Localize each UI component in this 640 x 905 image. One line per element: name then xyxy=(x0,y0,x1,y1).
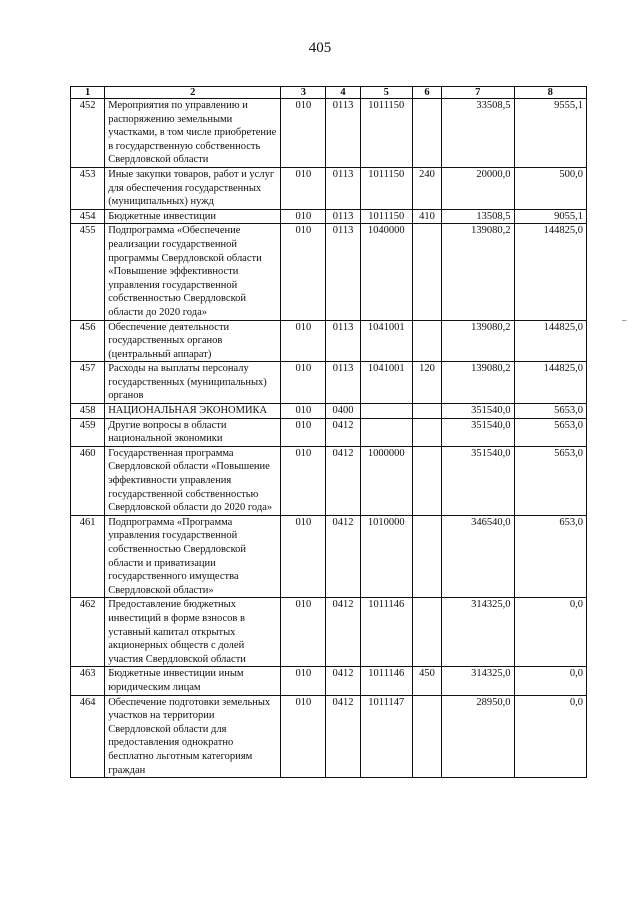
row-name: Подпрограмма «Обеспечение реализации государственной программы Свердловской области «Повышение эффективности управления государственной собственностью Свердловской области до 2020 года» xyxy=(105,224,281,320)
scan-mark: – xyxy=(622,315,627,325)
row-number: 458 xyxy=(71,404,105,419)
row-target-code: 1010000 xyxy=(360,515,412,598)
row-name: Предоставление бюджетных инвестиций в форме взносов в уставный капитал открытых акционерных обществ с долей участия Свердловской области xyxy=(105,598,281,667)
row-value-year1: 20000,0 xyxy=(442,167,514,209)
table-row xyxy=(71,209,587,224)
row-target-code: 1041001 xyxy=(360,362,412,404)
row-target-code: 1011146 xyxy=(360,667,412,695)
header-col-8: 8 xyxy=(514,87,587,99)
row-expense-type xyxy=(412,598,441,667)
table-header-row xyxy=(71,87,587,99)
header-col-3: 3 xyxy=(281,87,326,99)
row-expense-type xyxy=(412,404,441,419)
row-value-year1: 28950,0 xyxy=(442,695,514,778)
row-expense-type: 120 xyxy=(412,362,441,404)
table-row xyxy=(71,404,587,419)
row-value-year2: 0,0 xyxy=(514,598,587,667)
row-section-code: 0412 xyxy=(326,667,360,695)
row-value-year2: 0,0 xyxy=(514,667,587,695)
header-col-7: 7 xyxy=(442,87,514,99)
row-name: Расходы на выплаты персоналу государственных (муниципальных) органов xyxy=(105,362,281,404)
row-value-year1: 33508,5 xyxy=(442,99,514,168)
row-value-year1: 346540,0 xyxy=(442,515,514,598)
row-number: 462 xyxy=(71,598,105,667)
row-value-year2: 5653,0 xyxy=(514,404,587,419)
row-ministry-code: 010 xyxy=(281,446,326,515)
row-number: 460 xyxy=(71,446,105,515)
row-value-year2: 9555,1 xyxy=(514,99,587,168)
row-name: НАЦИОНАЛЬНАЯ ЭКОНОМИКА xyxy=(105,404,281,419)
budget-table xyxy=(70,86,587,778)
row-number: 459 xyxy=(71,418,105,446)
row-name: Обеспечение подготовки земельных участков на территории Свердловской области для предоставления однократно бесплатно льготным категориям граждан xyxy=(105,695,281,778)
row-name: Другие вопросы в области национальной экономики xyxy=(105,418,281,446)
table-row xyxy=(71,224,587,320)
row-expense-type xyxy=(412,695,441,778)
row-section-code: 0412 xyxy=(326,446,360,515)
row-value-year2: 144825,0 xyxy=(514,362,587,404)
header-col-1: 1 xyxy=(71,87,105,99)
row-value-year2: 500,0 xyxy=(514,167,587,209)
row-name: Обеспечение деятельности государственных органов (центральный аппарат) xyxy=(105,320,281,362)
row-name: Государственная программа Свердловской области «Повышение эффективности управления государственной собственностью Свердловской области до 2020 года» xyxy=(105,446,281,515)
row-name: Иные закупки товаров, работ и услуг для обеспечения государственных (муниципальных) нужд xyxy=(105,167,281,209)
row-section-code: 0412 xyxy=(326,418,360,446)
row-number: 455 xyxy=(71,224,105,320)
row-value-year2: 0,0 xyxy=(514,695,587,778)
row-ministry-code: 010 xyxy=(281,320,326,362)
row-target-code: 1011147 xyxy=(360,695,412,778)
row-section-code: 0113 xyxy=(326,320,360,362)
row-expense-type: 450 xyxy=(412,667,441,695)
row-value-year2: 9055,1 xyxy=(514,209,587,224)
table-row xyxy=(71,167,587,209)
header-col-2: 2 xyxy=(105,87,281,99)
row-value-year2: 5653,0 xyxy=(514,418,587,446)
row-number: 454 xyxy=(71,209,105,224)
row-value-year1: 139080,2 xyxy=(442,224,514,320)
row-value-year2: 5653,0 xyxy=(514,446,587,515)
row-section-code: 0412 xyxy=(326,515,360,598)
row-section-code: 0412 xyxy=(326,695,360,778)
row-ministry-code: 010 xyxy=(281,418,326,446)
row-number: 452 xyxy=(71,99,105,168)
table-row xyxy=(71,362,587,404)
row-number: 461 xyxy=(71,515,105,598)
page-number: 405 xyxy=(308,40,332,56)
row-target-code xyxy=(360,418,412,446)
row-name: Мероприятия по управлению и распоряжению земельными участками, в том числе приобретение в государственную собственность Свердловской области xyxy=(105,99,281,168)
row-target-code: 1011150 xyxy=(360,167,412,209)
header-col-5: 5 xyxy=(360,87,412,99)
table-row xyxy=(71,446,587,515)
table-row xyxy=(71,515,587,598)
header-col-4: 4 xyxy=(326,87,360,99)
row-section-code: 0113 xyxy=(326,362,360,404)
row-expense-type xyxy=(412,99,441,168)
row-value-year1: 351540,0 xyxy=(442,446,514,515)
row-section-code: 0412 xyxy=(326,598,360,667)
row-ministry-code: 010 xyxy=(281,515,326,598)
row-target-code: 1000000 xyxy=(360,446,412,515)
row-expense-type xyxy=(412,418,441,446)
row-expense-type xyxy=(412,320,441,362)
row-value-year1: 13508,5 xyxy=(442,209,514,224)
row-ministry-code: 010 xyxy=(281,598,326,667)
row-ministry-code: 010 xyxy=(281,667,326,695)
row-value-year2: 144825,0 xyxy=(514,224,587,320)
row-target-code xyxy=(360,404,412,419)
table-row xyxy=(71,667,587,695)
row-number: 464 xyxy=(71,695,105,778)
row-value-year1: 351540,0 xyxy=(442,404,514,419)
row-target-code: 1011146 xyxy=(360,598,412,667)
row-name: Бюджетные инвестиции иным юридическим лицам xyxy=(105,667,281,695)
table-row xyxy=(71,320,587,362)
row-value-year2: 653,0 xyxy=(514,515,587,598)
row-target-code: 1011150 xyxy=(360,99,412,168)
row-ministry-code: 010 xyxy=(281,167,326,209)
row-target-code: 1041001 xyxy=(360,320,412,362)
row-ministry-code: 010 xyxy=(281,224,326,320)
row-section-code: 0113 xyxy=(326,224,360,320)
row-name: Бюджетные инвестиции xyxy=(105,209,281,224)
row-target-code: 1040000 xyxy=(360,224,412,320)
row-ministry-code: 010 xyxy=(281,209,326,224)
table-row xyxy=(71,99,587,168)
table-body xyxy=(71,99,587,778)
row-number: 457 xyxy=(71,362,105,404)
row-expense-type: 240 xyxy=(412,167,441,209)
row-expense-type xyxy=(412,446,441,515)
table-row xyxy=(71,598,587,667)
row-ministry-code: 010 xyxy=(281,404,326,419)
row-name: Подпрограмма «Программа управления государственной собственностью Свердловской области и приватизации государственного имущества Свердловской области» xyxy=(105,515,281,598)
row-value-year1: 139080,2 xyxy=(442,362,514,404)
row-number: 453 xyxy=(71,167,105,209)
row-value-year1: 139080,2 xyxy=(442,320,514,362)
table-row xyxy=(71,418,587,446)
row-value-year2: 144825,0 xyxy=(514,320,587,362)
row-section-code: 0113 xyxy=(326,99,360,168)
row-value-year1: 314325,0 xyxy=(442,667,514,695)
row-expense-type xyxy=(412,515,441,598)
row-number: 463 xyxy=(71,667,105,695)
table-row xyxy=(71,695,587,778)
row-section-code: 0113 xyxy=(326,167,360,209)
row-value-year1: 351540,0 xyxy=(442,418,514,446)
row-value-year1: 314325,0 xyxy=(442,598,514,667)
row-expense-type xyxy=(412,224,441,320)
row-section-code: 0400 xyxy=(326,404,360,419)
header-col-6: 6 xyxy=(412,87,441,99)
row-target-code: 1011150 xyxy=(360,209,412,224)
row-expense-type: 410 xyxy=(412,209,441,224)
row-section-code: 0113 xyxy=(326,209,360,224)
row-ministry-code: 010 xyxy=(281,362,326,404)
row-ministry-code: 010 xyxy=(281,695,326,778)
row-ministry-code: 010 xyxy=(281,99,326,168)
row-number: 456 xyxy=(71,320,105,362)
